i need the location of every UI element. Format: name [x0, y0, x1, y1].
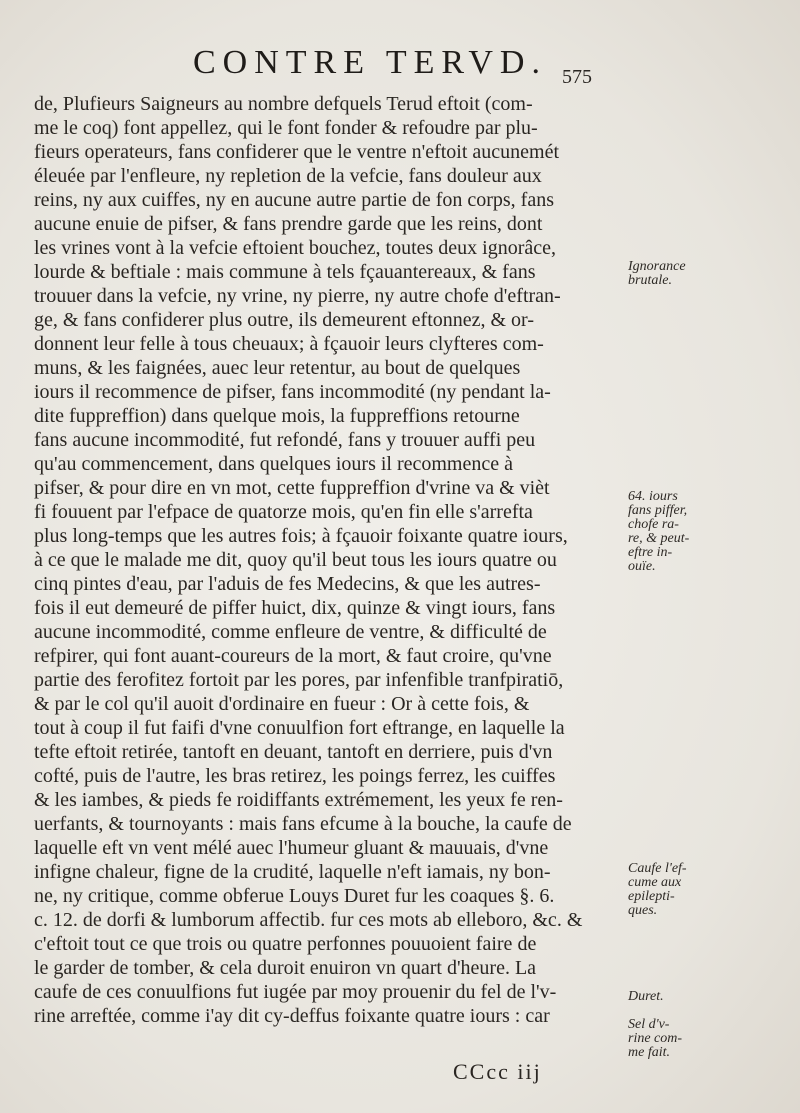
text-line: à ce que le malade me dit, quoy qu'il beut tous les iours quatre ou [34, 549, 557, 571]
text-line: reins, ny aux cuiffes, ny en aucune autre partie de fon corps, fans [34, 189, 554, 211]
margin-note-line: Sel d'v- [628, 1017, 670, 1032]
margin-note-line: Caufe l'ef- [628, 861, 687, 876]
margin-note-line: re, & peut- [628, 531, 690, 546]
text-line: tefte eftoit retirée, tantoft en deuant, tantoft en derriere, puis d'vn [34, 741, 553, 763]
text-line: fois il eut demeuré de piffer huict, dix, quinze & vingt iours, fans [34, 597, 556, 619]
text-line: muns, & les faignées, auec leur retentur, au bout de quelques [34, 357, 521, 379]
text-line: pifser, & pour dire en vn mot, cette fuppreffion d'vrine va & vièt [34, 477, 550, 499]
text-line: c'eftoit tout ce que trois ou quatre perfonnes pouuoient faire de [34, 933, 537, 955]
text-line: donnent leur felle à tous cheuaux; à fçauoir leurs clyfteres com- [34, 333, 544, 355]
text-line: cinq pintes d'eau, par l'aduis de fes Medecins, & que les autres- [34, 573, 541, 595]
text-line: refpirer, qui font auant-coureurs de la mort, & faut croire, qu'vne [34, 645, 552, 667]
margin-note-line: chofe ra- [628, 517, 679, 532]
margin-note-line: eftre in- [628, 545, 673, 560]
margin-note-64-days [628, 490, 798, 574]
text-line: trouuer dans la vefcie, ny vrine, ny pierre, ny autre chofe d'eftran- [34, 285, 561, 307]
margin-note-line: me fait. [628, 1045, 670, 1060]
text-line: aucune incommodité, comme enfleure de ventre, & difficulté de [34, 621, 547, 643]
margin-note-line: brutale. [628, 273, 672, 288]
text-line: me le coq) font appellez, qui le font fonder & refoudre par plu- [34, 117, 538, 139]
text-line: éleuée par l'enfleure, ny repletion de la vefcie, fans douleur aux [34, 165, 542, 187]
page-number: 575 [562, 66, 592, 88]
text-line: partie des ferofitez fortoit par les pores, par infenfible tranfpiratiō, [34, 669, 564, 691]
text-line: cofté, puis de l'autre, les bras retirez, les poings ferrez, les cuiffes [34, 765, 556, 787]
margin-note-salt [628, 1018, 798, 1060]
text-line: caufe de ces conuulfions fut iugée par moy prouenir du fel de l'v- [34, 981, 557, 1003]
margin-note-line: Ignorance [628, 259, 686, 274]
text-line: fieurs operateurs, fans confiderer que le ventre n'eftoit aucunemét [34, 141, 560, 163]
text-line: aucune enuie de pifser, & fans prendre garde que les reins, dont [34, 213, 543, 235]
margin-note-duret [628, 990, 798, 1004]
margin-note-line: Duret. [628, 989, 664, 1004]
text-line: ge, & fans confiderer plus outre, ils demeurent eftonnez, & or- [34, 309, 534, 331]
text-line: uerfants, & tournoyants : mais fans efcume à la bouche, la caufe de [34, 813, 572, 835]
text-line: fans aucune incommodité, fut refondé, fans y trouuer auffi peu [34, 429, 536, 451]
text-line: & par le col qu'il auoit d'ordinaire en fueur : Or à cette fois, & [34, 693, 530, 715]
margin-note-ignorance [628, 260, 798, 288]
text-line: laquelle eft vn vent mélé auec l'humeur gluant & mauuais, d'vne [34, 837, 549, 859]
margin-note-line: cume aux [628, 875, 682, 890]
text-line: lourde & beftiale : mais commune à tels fçauantereaux, & fans [34, 261, 536, 283]
margin-note-line: epilepti- [628, 889, 675, 904]
text-line: le garder de tomber, & cela duroit enuiron vn quart d'heure. La [34, 957, 537, 979]
text-line: rine arreftée, comme i'ay dit cy-deffus foixante quatre iours : car [34, 1005, 550, 1027]
text-line: tout à coup il fut faifi d'vne conuulfion fort eftrange, en laquelle la [34, 717, 565, 739]
margin-note-line: ouïe. [628, 559, 656, 574]
margin-note-line: fans piffer, [628, 503, 688, 518]
text-line: dite fuppreffion) dans quelque mois, la fuppreffions retourne [34, 405, 520, 427]
text-line: de, Plufieurs Saigneurs au nombre defquels Terud eftoit (com- [34, 93, 533, 115]
margin-note-line: ques. [628, 903, 658, 918]
text-line: les vrines vont à la vefcie eftoient bouchez, toutes deux ignorâce, [34, 237, 557, 259]
text-line: c. 12. de dorfi & lumborum affectib. fur ces mots ab elleboro, &c. & [34, 909, 583, 931]
text-line: qu'au commencement, dans quelques iours il recommence à [34, 453, 513, 475]
margin-note-line: 64. iours [628, 489, 678, 504]
body-text [34, 92, 624, 1028]
text-line: fi fouuent par l'efpace de quatorze mois, qu'en fin elle s'arrefta [34, 501, 533, 523]
text-line: ne, ny critique, comme obferue Louys Duret fur les coaques §. 6. [34, 885, 555, 907]
catchword: CCcc iij [453, 1059, 542, 1084]
text-line: & les iambes, & pieds fe roidiffants extrémement, les yeux fe ren- [34, 789, 563, 811]
margin-note-line: rine com- [628, 1031, 683, 1046]
text-line: iours il recommence de pifser, fans incommodité (ny pendant la- [34, 381, 551, 403]
text-line: infigne chaleur, figne de la crudité, laquelle n'eft iamais, ny bon- [34, 861, 551, 883]
running-head: CONTRE TERVD. [193, 44, 547, 81]
margin-note-cause [628, 862, 798, 918]
text-line: plus long-temps que les autres fois; à fçauoir foixante quatre iours, [34, 525, 568, 547]
